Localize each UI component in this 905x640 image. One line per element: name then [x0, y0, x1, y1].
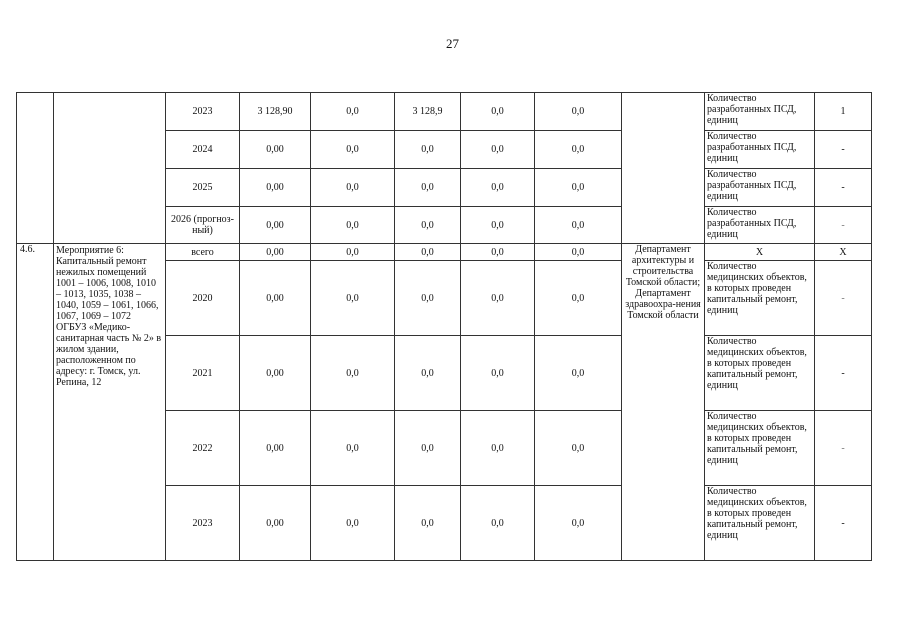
value-cell: 0,0 [395, 486, 461, 561]
table-row [17, 244, 872, 261]
page-number: 27 [446, 36, 459, 51]
indicator-value-cell: Х [815, 244, 872, 261]
responsible-department: Департамент архитектуры и строительства Томской области; Департамент здравоохра-нения Томской области [622, 244, 705, 561]
indicator-value-cell: - [815, 207, 872, 244]
year-cell: 2022 [166, 411, 240, 486]
year-cell: 2020 [166, 261, 240, 336]
value-cell: 0,0 [461, 244, 535, 261]
value-cell: 0,0 [311, 336, 395, 411]
year-cell: 2024 [166, 131, 240, 169]
year-cell: 2021 [166, 336, 240, 411]
indicator-cell: Количество медицинских объектов, в которых проведен капитальный ремонт, единиц [705, 261, 815, 336]
indicator-cell: Количество разработанных ПСД, единиц [705, 207, 815, 244]
indicator-cell: Количество медицинских объектов, в которых проведен капитальный ремонт, единиц [705, 411, 815, 486]
total-cell: 0,00 [240, 207, 311, 244]
value-cell: 0,0 [395, 207, 461, 244]
empty-number-cell [17, 93, 54, 244]
total-cell: 0,00 [240, 411, 311, 486]
value-cell: 0,0 [395, 261, 461, 336]
indicator-cell: Количество медицинских объектов, в которых проведен капитальный ремонт, единиц [705, 336, 815, 411]
program-table [16, 92, 872, 561]
value-cell: 0,0 [461, 131, 535, 169]
year-cell: 2023 [166, 486, 240, 561]
value-cell: 0,0 [535, 207, 622, 244]
value-cell: 0,0 [535, 261, 622, 336]
indicator-value-cell: 1 [815, 93, 872, 131]
year-cell: 2023 [166, 93, 240, 131]
indicator-cell: Количество разработанных ПСД, единиц [705, 131, 815, 169]
indicator-value-cell: - [815, 261, 872, 336]
value-cell: 0,0 [395, 244, 461, 261]
indicator-value-cell: - [815, 131, 872, 169]
value-cell: 0,0 [395, 411, 461, 486]
value-cell: 0,0 [535, 411, 622, 486]
total-cell: 0,00 [240, 261, 311, 336]
value-cell: 0,0 [311, 486, 395, 561]
indicator-value-cell: - [815, 169, 872, 207]
value-cell: 0,0 [311, 93, 395, 131]
table-row [17, 93, 872, 131]
indicator-cell: Количество медицинских объектов, в которых проведен капитальный ремонт, единиц [705, 486, 815, 561]
value-cell: 0,0 [535, 169, 622, 207]
empty-department-cell [622, 93, 705, 244]
value-cell: 0,0 [461, 411, 535, 486]
value-cell: 0,0 [395, 336, 461, 411]
indicator-value-cell: - [815, 486, 872, 561]
indicator-value-cell: - [815, 411, 872, 486]
total-cell: 3 128,90 [240, 93, 311, 131]
value-cell: 0,0 [535, 486, 622, 561]
total-cell: 0,00 [240, 169, 311, 207]
year-cell: 2026 (прогноз-ный) [166, 207, 240, 244]
indicator-value-cell: - [815, 336, 872, 411]
value-cell: 0,0 [461, 486, 535, 561]
year-cell: всего [166, 244, 240, 261]
value-cell: 0,0 [535, 93, 622, 131]
empty-name-cell [54, 93, 166, 244]
value-cell: 0,0 [535, 244, 622, 261]
total-cell: 0,00 [240, 486, 311, 561]
total-cell: 0,00 [240, 336, 311, 411]
value-cell: 0,0 [395, 131, 461, 169]
value-cell: 3 128,9 [395, 93, 461, 131]
value-cell: 0,0 [535, 336, 622, 411]
total-cell: 0,00 [240, 131, 311, 169]
value-cell: 0,0 [461, 169, 535, 207]
value-cell: 0,0 [395, 169, 461, 207]
indicator-cell: Количество разработанных ПСД, единиц [705, 93, 815, 131]
year-cell: 2025 [166, 169, 240, 207]
value-cell: 0,0 [311, 169, 395, 207]
value-cell: 0,0 [535, 131, 622, 169]
total-cell: 0,00 [240, 244, 311, 261]
value-cell: 0,0 [461, 207, 535, 244]
value-cell: 0,0 [311, 261, 395, 336]
value-cell: 0,0 [461, 93, 535, 131]
value-cell: 0,0 [311, 411, 395, 486]
value-cell: 0,0 [311, 244, 395, 261]
indicator-cell: Х [705, 244, 815, 261]
measure-number: 4.6. [17, 244, 54, 561]
measure-name: Мероприятие 6: Капитальный ремонт нежилых помещений 1001 – 1006, 1008, 1010 – 1013, 1035, 1038 – 1040, 1059 – 1061, 1066, 1067, 1069 – 1072 ОГБУЗ «Медико-санитарная часть № 2» в жилом здании, расположенном по адресу: г. Томск, ул. Репина, 12 [54, 244, 166, 561]
indicator-cell: Количество разработанных ПСД, единиц [705, 169, 815, 207]
value-cell: 0,0 [461, 336, 535, 411]
value-cell: 0,0 [311, 131, 395, 169]
value-cell: 0,0 [311, 207, 395, 244]
value-cell: 0,0 [461, 261, 535, 336]
